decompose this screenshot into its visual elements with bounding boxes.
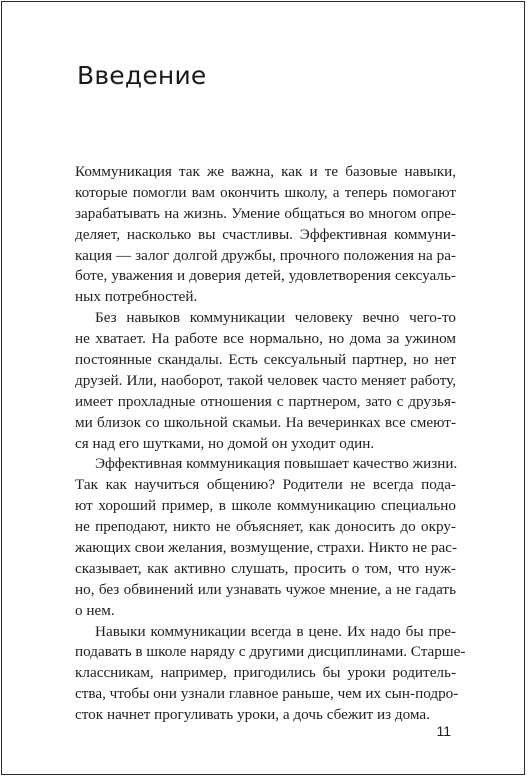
paragraph [75, 622, 466, 726]
text-line: Эффективная коммуникация повышает качество жизни. [95, 455, 458, 473]
text-line: но, без обвинений или узнавать чужое мнение, а не гадать [75, 580, 456, 598]
chapter-title: Введение [77, 61, 207, 90]
book-page [1, 1, 525, 775]
text-line: ют хороший пример, в школе коммуникацию специально [75, 497, 456, 515]
text-line: зарабатывать на жизнь. Умение общаться во многом опре- [75, 204, 456, 222]
paragraph [75, 162, 456, 308]
text-line: подавать в школе наряду с другими дисциплинами. Старше- [75, 643, 466, 661]
body-text [75, 162, 466, 726]
page-number: 11 [436, 723, 451, 739]
text-line: не преподают, никто не объясняет, как доносить до окру- [75, 518, 456, 536]
text-line: классникам, например, пригодились бы уроки родитель- [75, 664, 456, 682]
text-line: сток начнет прогуливать уроки, а дочь сбежит из дома. [75, 706, 430, 724]
text-line: Коммуникация так же важна, как и те базовые навыки, [75, 163, 456, 180]
text-line: постоянные скандалы. Есть сексуальный партнер, но нет [75, 351, 456, 369]
text-line: друзей. Или, наоборот, такой человек часто меняет работу, [75, 371, 456, 389]
text-line: боте, уважения и доверия детей, удовлетворения сексуаль- [75, 267, 456, 285]
text-line: о нем. [75, 601, 115, 619]
paragraph [75, 308, 456, 454]
text-line: кация — залог долгой дружбы, прочного положения на ра- [75, 246, 456, 264]
text-line: Навыки коммуникации всегда в цене. Их надо бы пре- [95, 622, 456, 640]
text-line: деляет, насколько вы счастливы. Эффективная коммуни- [75, 225, 456, 243]
text-line: жающих свои желания, возмущение, страхи. Никто не рас- [75, 539, 458, 557]
text-line: ми близок со школьной скамьи. На вечеринках все смеют- [75, 413, 456, 431]
text-line: ных потребностей. [75, 288, 198, 306]
text-line: не хватает. На работе все нормально, но дома за ужином [75, 330, 456, 348]
paragraph [75, 454, 456, 621]
text-line: Без навыков коммуникации человеку вечно чего-то [95, 309, 456, 327]
text-line: имеет прохладные отношения с партнером, зато с друзья- [75, 392, 456, 410]
text-line: Так как научиться общению? Родители не всегда пода- [75, 476, 456, 494]
text-line: которые помогли вам окончить школу, а теперь помогают [75, 183, 456, 201]
text-line: сказывает, как активно слушать, просить о том, что нуж- [75, 559, 456, 577]
text-line: ся над его шутками, но домой он уходит один. [75, 434, 375, 452]
text-line: ства, чтобы они узнали главное раньше, чем их сын-подро- [75, 685, 459, 703]
